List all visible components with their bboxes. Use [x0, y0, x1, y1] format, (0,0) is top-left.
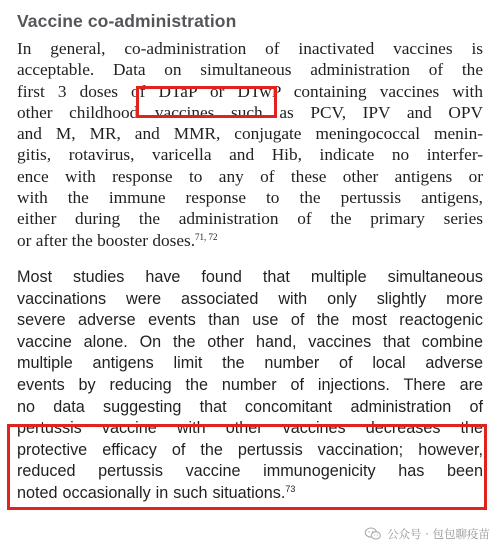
citation-ref: 71, 72 — [195, 231, 218, 242]
document-page — [17, 10, 483, 505]
watermark-text: 公众号 · 包包聊疫苗 — [387, 527, 490, 541]
wechat-icon — [364, 527, 382, 541]
paragraph-last-line — [17, 230, 483, 251]
citation-ref: 73 — [285, 483, 296, 494]
paragraph-line: events by reducing the number of injections. There are — [17, 375, 483, 394]
paragraph-line: acceptable. Data on simultaneous administration of the — [17, 60, 483, 80]
paragraph-line: gitis, rotavirus, varicella and Hib, indicate no interfer- — [17, 145, 483, 165]
paragraph-line: ence with response to any of these other antigens or — [17, 166, 483, 186]
paragraph-line: severe adverse events than use of the most reactogenic — [17, 311, 483, 330]
paragraph-line: Most studies have found that multiple simultaneous — [17, 267, 483, 286]
paragraph-line: vaccine alone. On the other hand, vaccines that combine — [17, 332, 483, 351]
paragraph-line: other childhood vaccines such as PCV, IPV and OPV — [17, 102, 483, 122]
paragraph-line: protective efficacy of the pertussis vaccination; however, — [17, 440, 483, 459]
paragraph-line: and M, MR, and MMR, conjugate meningococcal menin- — [17, 124, 483, 144]
paragraph-line: vaccinations were associated with only slightly more — [17, 289, 483, 308]
paragraph-line-text: noted occasionally in such situations. — [17, 483, 286, 502]
paragraph-line: In general, co-administration of inactivated vaccines is — [17, 39, 483, 58]
paragraph-line: multiple antigens limit the number of local adverse — [17, 354, 483, 373]
paragraph-line: either during the administration of the primary series — [17, 209, 483, 229]
paragraph-adverse-events — [17, 267, 483, 505]
paragraph-line-text: or after the booster doses. — [17, 230, 196, 250]
paragraph-line: no data suggesting that concomitant administration of — [17, 397, 483, 416]
paragraph-line: with the immune response to the pertussis antigens, — [17, 188, 483, 208]
paragraph-coadministration — [17, 38, 483, 251]
paragraph-line: first 3 doses of DTaP or DTwP containing vaccines with — [17, 81, 483, 101]
paragraph-line: pertussis vaccine with other vaccines decreases the — [17, 419, 483, 438]
paragraph-last-line — [17, 483, 483, 505]
section-heading: Vaccine co-administration — [17, 11, 237, 31]
paragraph-line: reduced pertussis vaccine immunogenicity has been — [17, 462, 483, 481]
watermark — [364, 526, 490, 542]
